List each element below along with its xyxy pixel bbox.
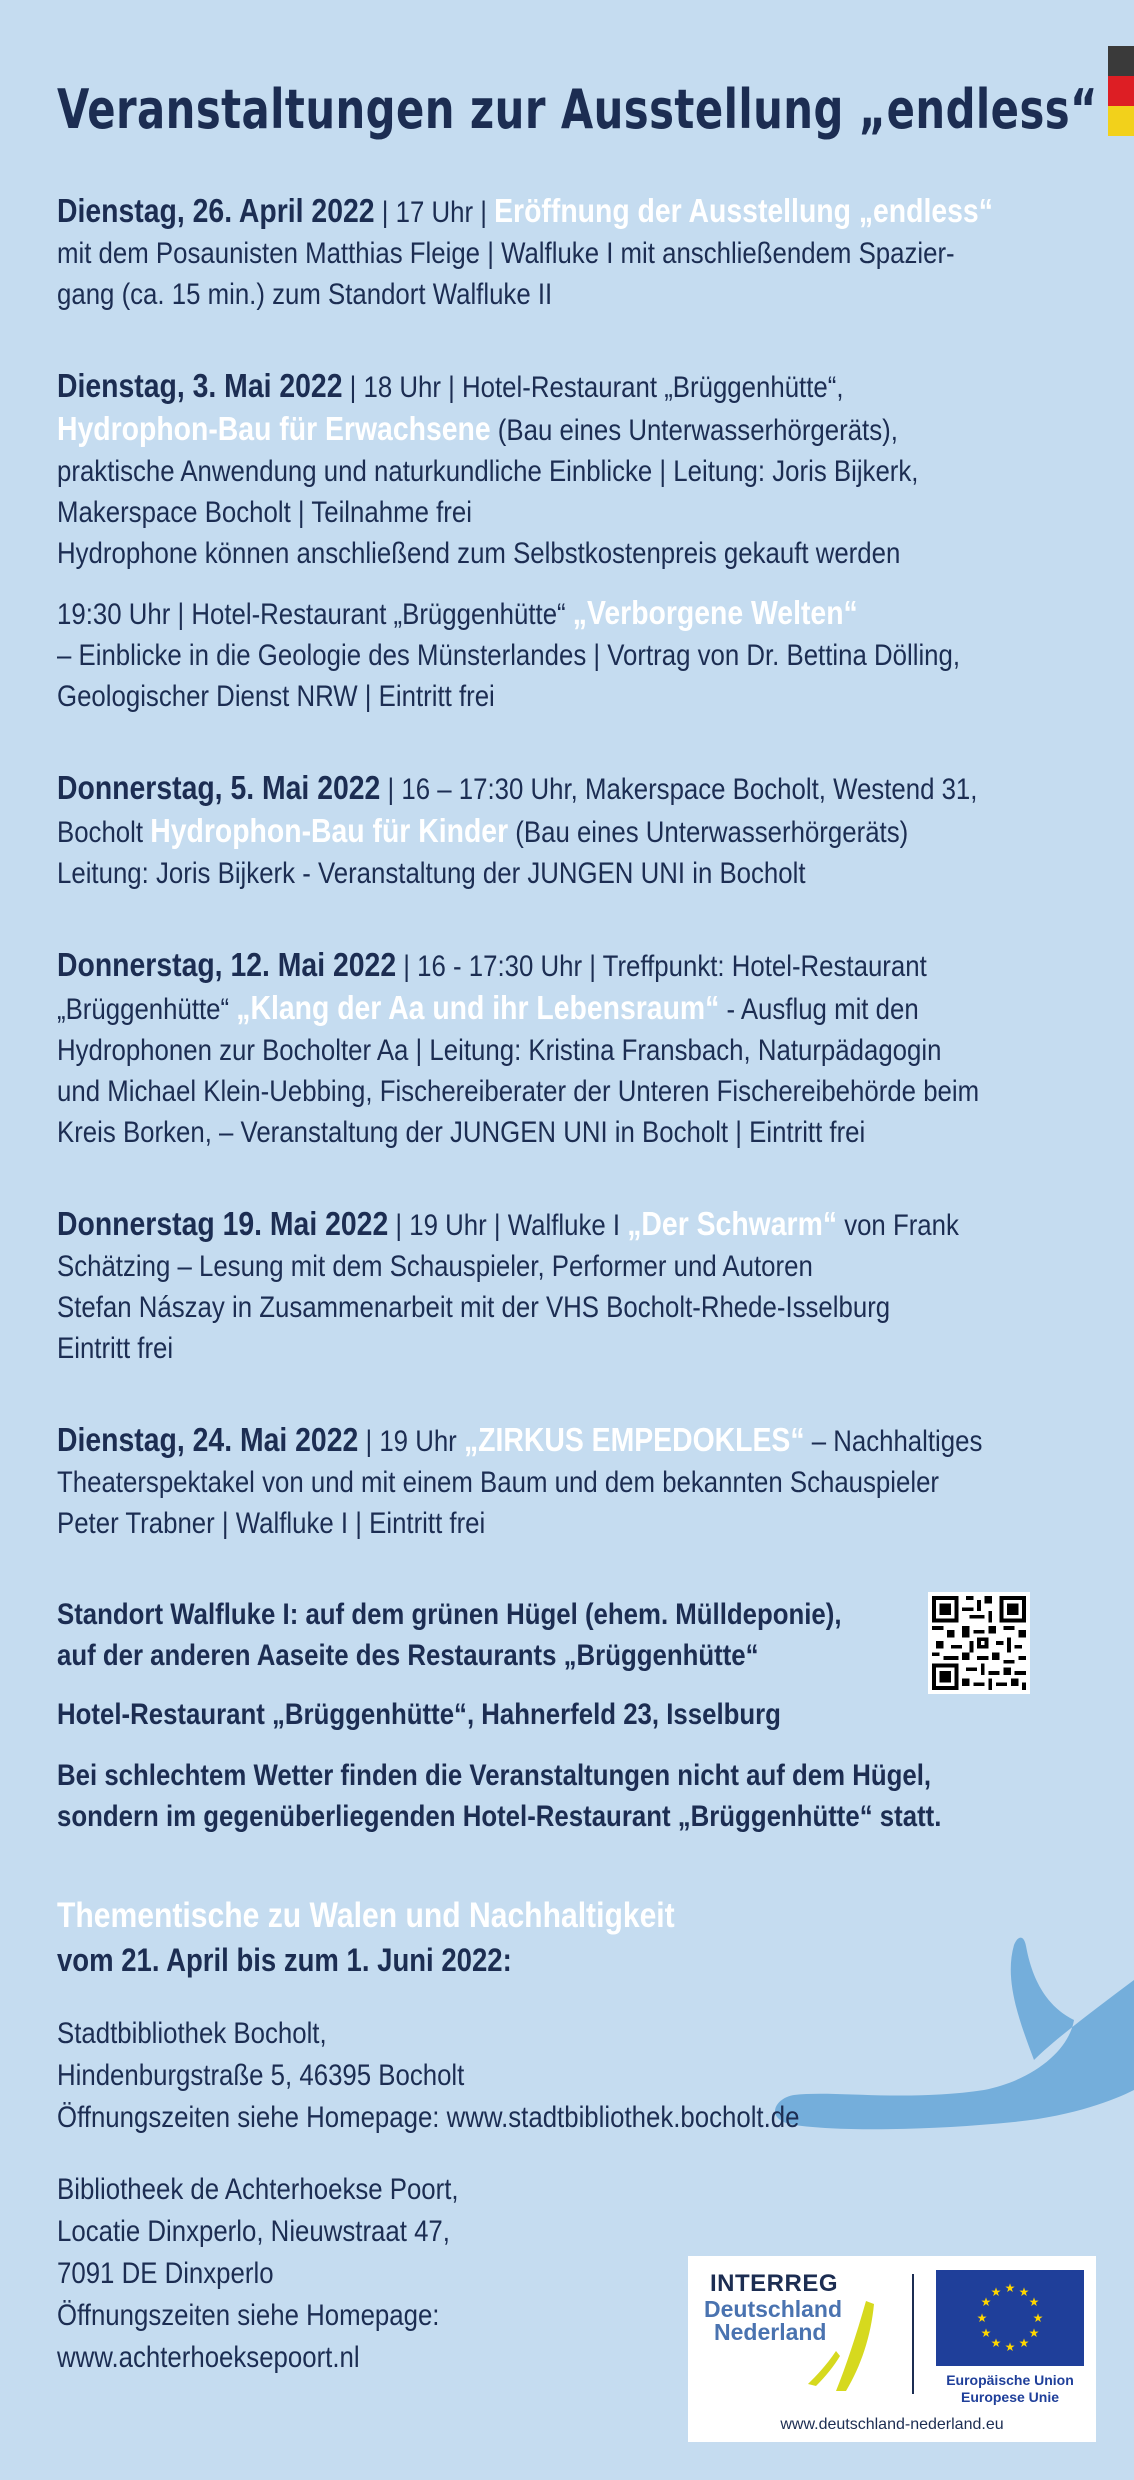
svg-text:★: ★ bbox=[1028, 2295, 1040, 2309]
event-title: Hydrophon-Bau für Kinder bbox=[150, 812, 509, 849]
event-item: Dienstag, 26. April 2022 | 17 Uhr | Eröffnung der Ausstellung „endless“ mit dem Posaunisten Matthias Fleige | Walfluke I mit anschließendem Spazier- gang (ca. 15 min.) zum Standort Walfluke II bbox=[57, 192, 993, 311]
event-title: „ZIRKUS EMPEDOKLES“ bbox=[463, 1421, 805, 1458]
page-title: Veranstaltungen zur Ausstellung „endless“ bbox=[57, 78, 1098, 141]
event-date: Donnerstag 19. Mai 2022 bbox=[57, 1205, 389, 1242]
event-date: Donnerstag, 12. Mai 2022 bbox=[57, 946, 397, 983]
event-title: „Klang der Aa und ihr Lebensraum“ bbox=[236, 989, 720, 1026]
homepage-link[interactable]: www.achterhoeksepoort.nl bbox=[57, 2341, 360, 2374]
eu-label: Europäische Union Europese Unie bbox=[946, 2372, 1074, 2405]
svg-text:★: ★ bbox=[980, 2295, 992, 2309]
location-info: Standort Walfluke I: auf dem grünen Hügel (ehem. Mülldeponie), auf der anderen Aaseite des Restaurants „Brüggenhütte“ Hotel-Restaurant „Brüggenhütte“, Hahnerfeld 23, Isselburg Bei schlechtem Wetter finden die Veranstaltungen nicht auf dem Hügel, sondern im gegenüberliegenden Hotel-Restaurant „Brüggenhütte“ statt. bbox=[57, 1598, 942, 1833]
event-title: Hydrophon-Bau für Erwachsene bbox=[57, 410, 491, 447]
event-item: Dienstag, 3. Mai 2022 | 18 Uhr | Hotel-Restaurant „Brüggenhütte“, Hydrophon-Bau für Erwachsene (Bau eines Unterwasserhörgeräts), praktische Anwendung und naturkundliche Einblicke | Leitung: Joris Bijkerk, Makerspace Bocholt | Teilnahme frei Hydrophone können anschließend zum Selbstkostenpreis gekauft werden bbox=[57, 367, 919, 570]
event-date: Dienstag, 24. Mai 2022 bbox=[57, 1421, 359, 1458]
svg-text:★: ★ bbox=[1004, 2281, 1016, 2295]
event-item: Donnerstag, 5. Mai 2022 | 16 – 17:30 Uhr, Makerspace Bocholt, Westend 31, Bocholt Hydrophon-Bau für Kinder (Bau eines Unterwasserhörgeräts) Leitung: Joris Bijkerk - Veranstaltung der JUNGEN UNI in Bocholt bbox=[57, 769, 978, 890]
homepage-link[interactable]: Öffnungszeiten siehe Homepage: www.stadtbibliothek.bocholt.de bbox=[57, 2101, 800, 2134]
event-item: Donnerstag 19. Mai 2022 | 19 Uhr | Walfluke I „Der Schwarm“ von Frank Schätzing – Lesung mit dem Schauspieler, Performer und Autoren Stefan Nászay in Zusammenarbeit mit der VHS Bocholt-Rhede-Isselburg Eintritt frei bbox=[57, 1205, 959, 1365]
event-date: Dienstag, 3. Mai 2022 bbox=[57, 367, 343, 404]
svg-text:★: ★ bbox=[1018, 2285, 1030, 2299]
svg-text:★: ★ bbox=[990, 2285, 1002, 2299]
svg-text:★: ★ bbox=[980, 2326, 992, 2340]
event-item: Dienstag, 24. Mai 2022 | 19 Uhr „ZIRKUS EMPEDOKLES“ – Nachhaltiges Theaterspektakel von und mit einem Baum und dem bekannten Schauspieler Peter Trabner | Walfluke I | Eintritt frei bbox=[57, 1421, 983, 1540]
logo-divider bbox=[912, 2274, 914, 2394]
event-title: Eröffnung der Ausstellung „endless“ bbox=[494, 192, 993, 229]
svg-text:★: ★ bbox=[976, 2311, 988, 2325]
section-heading: Thementische zu Walen und Nachhaltigkeit bbox=[57, 1896, 675, 1935]
qr-code-icon[interactable] bbox=[928, 1592, 1030, 1694]
eu-flag-icon bbox=[936, 2270, 1084, 2366]
svg-text:★: ★ bbox=[1028, 2326, 1040, 2340]
event-date: Dienstag, 26. April 2022 bbox=[57, 192, 375, 229]
event-date: Donnerstag, 5. Mai 2022 bbox=[57, 769, 381, 806]
interreg-swoosh-icon bbox=[806, 2296, 886, 2396]
event-item: Donnerstag, 12. Mai 2022 | 16 - 17:30 Uhr | Treffpunkt: Hotel-Restaurant „Brüggenhütte“ „Klang der Aa und ihr Lebensraum“ - Ausflug mit den Hydrophonen zur Bocholter Aa | Leitung: Kristina Fransbach, Naturpädagogin und Michael Klein-Uebbing, Fischereiberater der Unteren Fischereibehörde beim Kreis Borken, – Veranstaltung der JUNGEN UNI in Bocholt | Eintritt frei bbox=[57, 946, 980, 1149]
event-title: „Verborgene Welten“ bbox=[572, 594, 858, 631]
interreg-url[interactable]: www.deutschland-nederland.eu bbox=[780, 2416, 1004, 2433]
event-title: „Der Schwarm“ bbox=[627, 1205, 838, 1242]
svg-text:★: ★ bbox=[1018, 2336, 1030, 2350]
events-list bbox=[57, 190, 1077, 1837]
german-flag-icon bbox=[1108, 46, 1134, 136]
svg-text:★: ★ bbox=[1032, 2311, 1044, 2325]
thementische-section: Thementische zu Walen und Nachhaltigkeit vom 21. April bis zum 1. Juni 2022: Stadtbibliothek Bocholt, Hindenburgstraße 5, 46395 Bocholt Öffnungszeiten siehe Homepage: www.stadtbibliothek.bocholt.de Bibliotheek de Achterhoekse Poort, Locatie Dinxperlo, Nieuwstraat 47, 7091 DE Dinxperlo Öffnungszeiten siehe Homepage: www.achterhoeksepoort.nl bbox=[57, 1895, 1077, 2379]
interreg-logo: INTERREG Deutschland Nederland ★ ★ ★ ★ ★ ★ ★ ★ ★ ★ ★ ★ Europäische Union Europese Unie www.deutschland-nederland.eu bbox=[688, 2256, 1096, 2442]
event-item: 19:30 Uhr | Hotel-Restaurant „Brüggenhütte“ „Verborgene Welten“ – Einblicke in die Geologie des Münsterlandes | Vortrag von Dr. Bettina Dölling, Geologischer Dienst NRW | Eintritt frei bbox=[57, 594, 961, 713]
svg-text:★: ★ bbox=[990, 2336, 1002, 2350]
svg-text:★: ★ bbox=[1004, 2340, 1016, 2354]
